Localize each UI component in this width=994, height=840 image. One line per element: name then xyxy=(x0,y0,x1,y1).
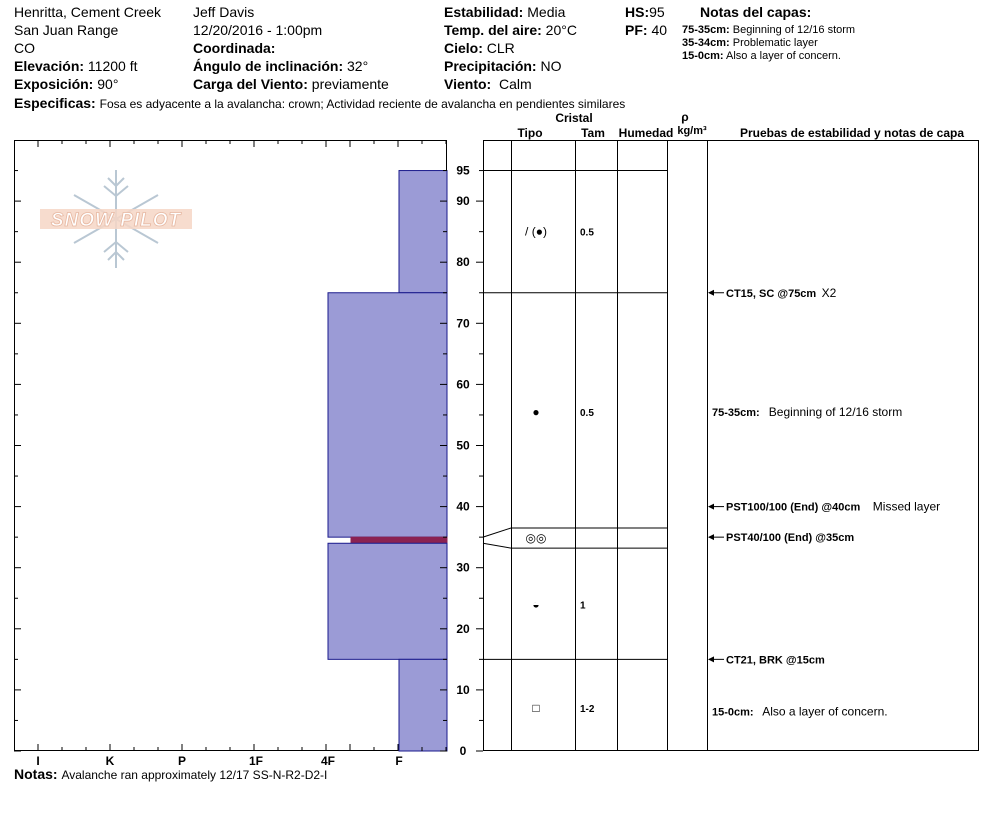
depth-label: 10 xyxy=(456,682,470,697)
aspect-label: Exposición: xyxy=(14,76,94,92)
observer-name: Jeff Davis xyxy=(193,4,255,20)
location: Henritta, Cement Creek xyxy=(14,4,162,20)
sky-label: Cielo: xyxy=(444,40,483,56)
comment-text: Also a layer of concern. xyxy=(762,704,888,719)
observation-datetime: 12/20/2016 - 1:00pm xyxy=(193,22,323,38)
test-label: PST40/100 (End) @35cm xyxy=(726,532,855,545)
depth-label: 30 xyxy=(456,560,470,575)
comment-range: 15-0cm: xyxy=(712,706,754,719)
grain-size: 0.5 xyxy=(580,227,594,239)
grain-cells xyxy=(525,225,595,716)
grain-size: 0.5 xyxy=(580,407,594,419)
grain-size: 1 xyxy=(580,600,586,612)
layer-notes-title: Notas del capas: xyxy=(700,4,812,20)
snowpilot-logo xyxy=(40,170,192,268)
header-rho: ρ xyxy=(681,110,689,124)
header-tests: Pruebas de estabilidad y notas de capa xyxy=(739,126,965,140)
grain-symbol: / (●) xyxy=(525,224,547,239)
grain-table xyxy=(483,110,979,751)
aspect-value: 90° xyxy=(97,76,119,92)
comment-text: Beginning of 12/16 storm xyxy=(768,404,903,419)
hardness-label: 1F xyxy=(248,754,264,768)
layer-note-range: 15-0cm: xyxy=(682,50,724,62)
wind-value: Calm xyxy=(498,76,532,92)
test-label: CT15, SC @75cm xyxy=(726,287,817,300)
test-arrow-icon xyxy=(708,504,714,510)
layer-comments xyxy=(712,405,902,718)
hardness-bars xyxy=(328,171,447,751)
hardness-label: F xyxy=(395,754,403,768)
stability-tests xyxy=(708,286,940,667)
header-density-unit: kg/m³ xyxy=(677,125,707,137)
specifics-label: Especificas: xyxy=(14,95,96,111)
hardness-bar xyxy=(399,659,447,751)
grain-symbol: ● xyxy=(532,404,540,419)
hardness-label: P xyxy=(177,754,187,768)
depth-label: 0 xyxy=(459,744,467,758)
air-temp-value: 20°C xyxy=(545,22,577,38)
stability-label: Estabilidad: xyxy=(444,4,524,20)
coordinates-label: Coordinada: xyxy=(193,40,276,56)
grain-symbol: ◒ xyxy=(532,597,540,612)
pf-value: 40 xyxy=(651,22,668,38)
depth-label: 70 xyxy=(456,316,470,331)
notes-text: Avalanche ran approximately 12/17 SS-N-R2-D2-I xyxy=(61,768,328,782)
depth-label: 20 xyxy=(456,621,470,636)
hardness-bar xyxy=(328,543,447,659)
hardness-bar xyxy=(399,171,447,293)
slope-angle-value: 32° xyxy=(347,58,369,74)
test-label: CT21, BRK @15cm xyxy=(726,654,825,667)
precipitation-value: NO xyxy=(540,58,562,74)
hs-label: HS: xyxy=(625,4,650,20)
slope-angle-label: Ángulo de inclinación: xyxy=(193,58,344,74)
test-note: Missed layer xyxy=(872,499,941,514)
test-arrow-icon xyxy=(708,290,714,296)
air-temp-label: Temp. del aire: xyxy=(444,22,542,38)
test-arrow-icon xyxy=(708,656,714,662)
precipitation-label: Precipitación: xyxy=(444,58,537,74)
elevation-label: Elevación: xyxy=(14,58,85,74)
notes-label: Notas: xyxy=(14,766,58,782)
grain-symbol: □ xyxy=(532,701,540,716)
grain-symbol: ◎◎ xyxy=(525,531,547,546)
depth-label: 80 xyxy=(456,255,470,270)
header-tam: Tam xyxy=(581,126,605,140)
layer-note-text: Problematic layer xyxy=(732,37,818,49)
hardness-label: K xyxy=(105,754,115,768)
hardness-bar xyxy=(351,537,447,543)
wind-load-label: Carga del Viento: xyxy=(193,76,308,92)
test-arrow-icon xyxy=(708,534,714,540)
hs-value: 95 xyxy=(649,4,665,20)
wind-load-value: previamente xyxy=(311,76,389,92)
wind-label: Viento: xyxy=(444,76,492,92)
test-label: PST100/100 (End) @40cm xyxy=(726,501,861,514)
hardness-bar xyxy=(328,293,447,537)
depth-label: 95 xyxy=(456,163,470,178)
logo-text: SNOW PILOT xyxy=(50,210,182,231)
state: CO xyxy=(14,40,35,56)
depth-label: 90 xyxy=(456,194,470,209)
depth-label: 40 xyxy=(456,499,470,514)
pf-label: PF: xyxy=(625,22,648,38)
test-note: X2 xyxy=(821,285,837,300)
grain-size: 1-2 xyxy=(580,704,595,716)
layer-note-range: 35-34cm: xyxy=(682,37,730,49)
header-cristal: Cristal xyxy=(555,111,593,125)
comment-range: 75-35cm: xyxy=(712,406,760,419)
depth-label: 50 xyxy=(456,438,470,453)
hardness-label: I xyxy=(36,754,40,768)
sky-value: CLR xyxy=(486,40,515,56)
specifics-text: Fosa es adyacente a la avalancha: crown; Actividad reciente de avalancha en pendientes similares xyxy=(99,97,626,111)
depth-label: 60 xyxy=(456,377,470,392)
hardness-axis xyxy=(36,754,402,768)
header-tipo: Tipo xyxy=(517,126,543,140)
layer-note-text: Also a layer of concern. xyxy=(726,50,841,62)
layer-note-range: 75-35cm: xyxy=(682,24,730,36)
layer-connector xyxy=(483,543,511,548)
elevation-value: 11200 ft xyxy=(87,58,138,74)
stability-value: Media xyxy=(527,4,566,20)
layer-note-text: Beginning of 12/16 storm xyxy=(732,24,856,36)
mountain-range: San Juan Range xyxy=(14,22,119,38)
hardness-label: 4F xyxy=(320,754,336,768)
layer-connector xyxy=(483,528,511,537)
header-humedad: Humedad xyxy=(618,126,674,140)
